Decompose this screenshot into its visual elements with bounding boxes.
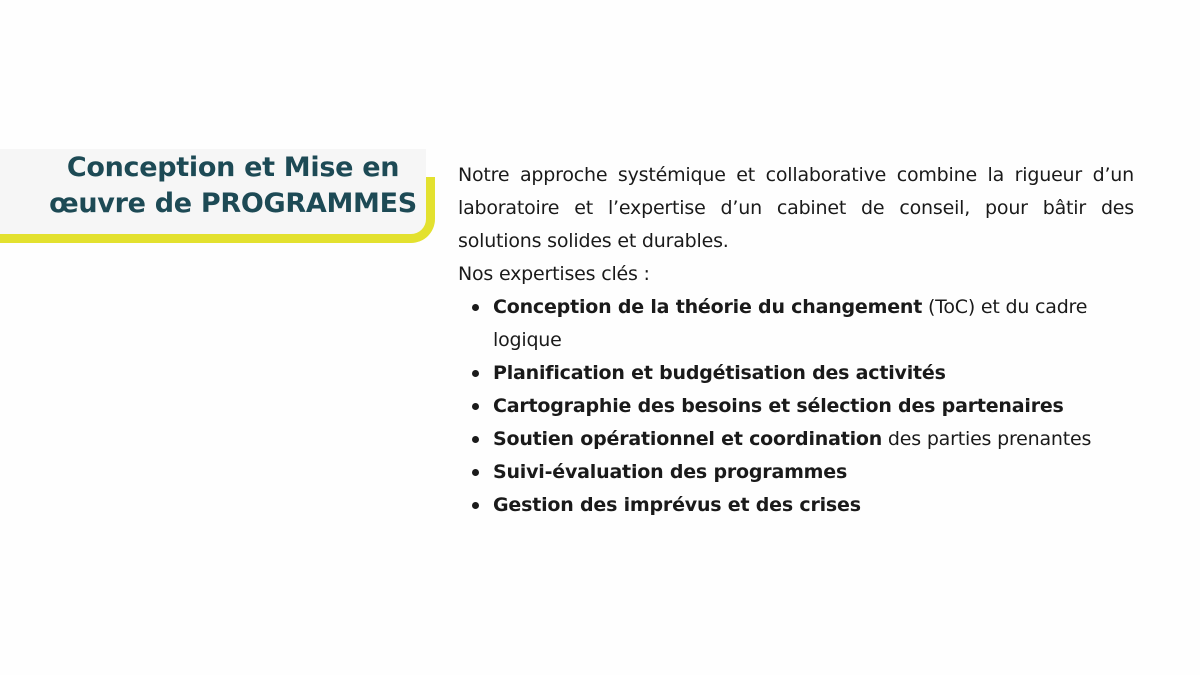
list-item-bold: Planification et budgétisation des activités (493, 362, 946, 384)
list-item-bold: Conception de la théorie du changement (493, 296, 923, 318)
list-item-bold: Soutien opérationnel et coordination (493, 428, 883, 450)
list-item (493, 489, 1134, 522)
bullet-icon (472, 436, 479, 443)
bullet-icon (472, 370, 479, 377)
list-item (493, 291, 1134, 357)
content-block (458, 159, 1134, 522)
list-item-bold: Cartographie des besoins et sélection des partenaires (493, 395, 1064, 417)
bullet-icon (472, 403, 479, 410)
list-item-bold: Gestion des imprévus et des crises (493, 494, 861, 516)
bullet-icon (472, 502, 479, 509)
bullet-icon (472, 304, 479, 311)
intro-paragraph: Notre approche systémique et collaborative combine la rigueur d’un laboratoire et l’expertise d’un cabinet de conseil, pour bâtir des solutions solides et durables. (458, 164, 1134, 252)
list-item (493, 423, 1134, 456)
list-item (493, 390, 1134, 423)
bullet-icon (472, 469, 479, 476)
list-item (493, 357, 1134, 390)
section-title-line1: Conception et Mise en (66, 152, 400, 183)
list-item-bold: Suivi-évaluation des programmes (493, 461, 848, 483)
expertise-lead: Nos expertises clés : (458, 263, 650, 285)
section-title (0, 150, 466, 222)
list-item (493, 456, 1134, 489)
list-item-rest: des parties prenantes (882, 428, 1092, 450)
list-item-rest: (ToC) et du cadre logique (493, 296, 1088, 351)
section-title-line2: œuvre de PROGRAMMES (49, 188, 417, 219)
expertise-list (458, 291, 1134, 522)
